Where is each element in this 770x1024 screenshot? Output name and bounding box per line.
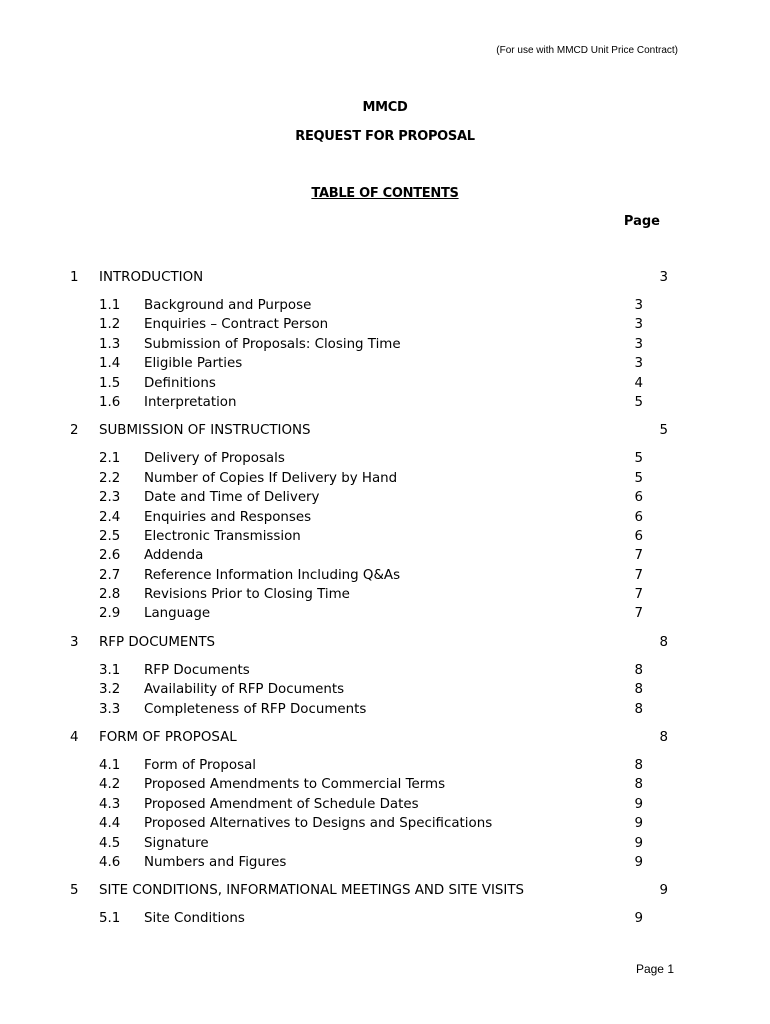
subsection-page: 6 bbox=[634, 509, 643, 525]
subsection-number: 1.1 bbox=[99, 298, 121, 313]
subsection-title: Date and Time of Delivery bbox=[144, 490, 320, 506]
subsection-title: Interpretation bbox=[144, 394, 237, 410]
subsection-title: Site Conditions bbox=[144, 911, 245, 927]
toc-subsection-row bbox=[0, 682, 770, 701]
subsection-title: Submission of Proposals: Closing Time bbox=[144, 336, 401, 352]
subsection-number: 4.1 bbox=[99, 758, 121, 774]
toc-section-row bbox=[0, 423, 770, 442]
subsection-title: Form of Proposal bbox=[144, 758, 256, 774]
subsection-number: 2.5 bbox=[99, 528, 121, 544]
subsection-page: 3 bbox=[634, 356, 643, 372]
subsection-number: 2.2 bbox=[99, 470, 121, 486]
subsection-title: Signature bbox=[144, 835, 209, 851]
subsection-number: 1.6 bbox=[99, 394, 121, 410]
table-of-contents bbox=[0, 270, 770, 940]
subsection-title: Proposed Amendments to Commercial Terms bbox=[144, 777, 446, 793]
header-note: (For use with MMCD Unit Price Contract) bbox=[496, 45, 678, 56]
toc-subsection-row bbox=[0, 356, 770, 375]
toc-subsection-row bbox=[0, 376, 770, 395]
subsection-page: 5 bbox=[634, 394, 643, 410]
subsection-number: 3.3 bbox=[99, 701, 121, 717]
subsection-page: 9 bbox=[634, 816, 643, 832]
subsection-number: 2.6 bbox=[99, 548, 121, 564]
subsection-title: Addenda bbox=[144, 548, 204, 564]
subsection-page: 3 bbox=[634, 298, 643, 313]
section-number: 5 bbox=[70, 883, 79, 899]
subsection-page: 6 bbox=[634, 490, 643, 506]
subsection-page: 4 bbox=[634, 375, 643, 391]
toc-subsection-row bbox=[0, 663, 770, 682]
section-title: INTRODUCTION bbox=[99, 270, 204, 285]
subsection-title: Enquiries and Responses bbox=[144, 509, 312, 525]
subsection-title: RFP Documents bbox=[144, 662, 250, 678]
toc-section bbox=[0, 883, 770, 930]
subsection-page: 8 bbox=[634, 662, 643, 678]
page-column-label: Page bbox=[623, 214, 660, 229]
toc-subsection-row bbox=[0, 510, 770, 529]
section-number: 2 bbox=[70, 423, 79, 439]
subsection-page: 9 bbox=[634, 911, 643, 927]
toc-subsection-row bbox=[0, 451, 770, 470]
subsection-title: Background and Purpose bbox=[144, 298, 312, 313]
subsection-number: 2.9 bbox=[99, 606, 121, 622]
toc-section-row bbox=[0, 883, 770, 902]
subsection-title: Proposed Alternatives to Designs and Specifications bbox=[144, 816, 493, 832]
section-number: 1 bbox=[70, 270, 79, 285]
section-page: 8 bbox=[659, 634, 668, 650]
subsection-title: Revisions Prior to Closing Time bbox=[144, 587, 350, 603]
subsection-number: 2.4 bbox=[99, 509, 121, 525]
subsection-title: Definitions bbox=[144, 375, 216, 391]
toc-subsection-row bbox=[0, 797, 770, 816]
subsection-page: 7 bbox=[634, 567, 643, 583]
document-title: MMCD bbox=[362, 100, 408, 115]
footer-page-number: Page 1 bbox=[635, 962, 674, 976]
section-number: 4 bbox=[70, 730, 79, 746]
section-title: SITE CONDITIONS, INFORMATIONAL MEETINGS AND SITE VISITS bbox=[99, 883, 525, 899]
subsection-number: 4.2 bbox=[99, 777, 121, 793]
subsection-number: 3.1 bbox=[99, 662, 121, 678]
subsection-number: 3.2 bbox=[99, 682, 121, 698]
document-subtitle: REQUEST FOR PROPOSAL bbox=[295, 129, 475, 144]
subsection-page: 8 bbox=[634, 682, 643, 698]
subsection-number: 4.5 bbox=[99, 835, 121, 851]
section-title: FORM OF PROPOSAL bbox=[99, 730, 237, 746]
toc-subsection-row bbox=[0, 337, 770, 356]
toc-subsection-row bbox=[0, 317, 770, 336]
subsection-number: 2.3 bbox=[99, 490, 121, 506]
toc-subsection-row bbox=[0, 816, 770, 835]
subsection-page: 7 bbox=[634, 548, 643, 564]
subsection-number: 2.8 bbox=[99, 587, 121, 603]
subsection-number: 2.7 bbox=[99, 567, 121, 583]
section-page: 5 bbox=[659, 423, 668, 439]
toc-subsection-row bbox=[0, 529, 770, 548]
subsection-page: 7 bbox=[634, 606, 643, 622]
subsection-number: 4.3 bbox=[99, 796, 121, 812]
toc-heading: TABLE OF CONTENTS bbox=[311, 186, 459, 201]
subsection-number: 5.1 bbox=[99, 911, 121, 927]
section-page: 3 bbox=[659, 270, 668, 285]
subsection-title: Electronic Transmission bbox=[144, 528, 301, 544]
toc-subsection-row bbox=[0, 777, 770, 796]
subsection-page: 8 bbox=[634, 777, 643, 793]
subsection-title: Reference Information Including Q&As bbox=[144, 567, 401, 583]
toc-subsection-row bbox=[0, 490, 770, 509]
toc-subsection-row bbox=[0, 298, 770, 317]
subsection-number: 1.4 bbox=[99, 356, 121, 372]
toc-subsection-row bbox=[0, 548, 770, 567]
section-title: SUBMISSION OF INSTRUCTIONS bbox=[99, 423, 311, 439]
subsection-title: Delivery of Proposals bbox=[144, 451, 285, 467]
toc-section-row bbox=[0, 635, 770, 654]
toc-subsection-row bbox=[0, 587, 770, 606]
subsection-page: 3 bbox=[634, 317, 643, 333]
subsection-title: Proposed Amendment of Schedule Dates bbox=[144, 796, 419, 812]
toc-section bbox=[0, 635, 770, 721]
subsection-title: Completeness of RFP Documents bbox=[144, 701, 367, 717]
subsection-page: 6 bbox=[634, 528, 643, 544]
subsection-number: 4.6 bbox=[99, 854, 121, 870]
toc-subsection-row bbox=[0, 568, 770, 587]
subsection-page: 5 bbox=[634, 451, 643, 467]
toc-section-row bbox=[0, 730, 770, 749]
section-title: RFP DOCUMENTS bbox=[99, 634, 216, 650]
subsection-title: Numbers and Figures bbox=[144, 854, 287, 870]
subsection-page: 9 bbox=[634, 835, 643, 851]
toc-subsection-row bbox=[0, 911, 770, 930]
subsection-page: 8 bbox=[634, 758, 643, 774]
toc-subsection-row bbox=[0, 471, 770, 490]
toc-subsection-row bbox=[0, 758, 770, 777]
subsection-page: 8 bbox=[634, 701, 643, 717]
toc-subsection-row bbox=[0, 395, 770, 414]
toc-subsection-row bbox=[0, 855, 770, 874]
section-number: 3 bbox=[70, 634, 79, 650]
toc-section bbox=[0, 270, 770, 414]
subsection-page: 9 bbox=[634, 796, 643, 812]
subsection-title: Enquiries – Contract Person bbox=[144, 317, 329, 333]
section-page: 8 bbox=[659, 730, 668, 746]
subsection-page: 7 bbox=[634, 587, 643, 603]
subsection-number: 2.1 bbox=[99, 451, 121, 467]
subsection-page: 9 bbox=[634, 854, 643, 870]
subsection-number: 1.3 bbox=[99, 336, 121, 352]
subsection-title: Eligible Parties bbox=[144, 356, 243, 372]
subsection-number: 1.2 bbox=[99, 317, 121, 333]
subsection-title: Number of Copies If Delivery by Hand bbox=[144, 470, 398, 486]
subsection-number: 1.5 bbox=[99, 375, 121, 391]
subsection-page: 5 bbox=[634, 470, 643, 486]
subsection-number: 4.4 bbox=[99, 816, 121, 832]
subsection-title: Language bbox=[144, 606, 211, 622]
subsection-title: Availability of RFP Documents bbox=[144, 682, 345, 698]
section-page: 9 bbox=[659, 883, 668, 899]
subsection-page: 3 bbox=[634, 336, 643, 352]
toc-section bbox=[0, 730, 770, 874]
toc-subsection-row bbox=[0, 836, 770, 855]
toc-subsection-row bbox=[0, 606, 770, 625]
toc-subsection-row bbox=[0, 702, 770, 721]
toc-section bbox=[0, 423, 770, 626]
toc-section-row bbox=[0, 270, 770, 289]
